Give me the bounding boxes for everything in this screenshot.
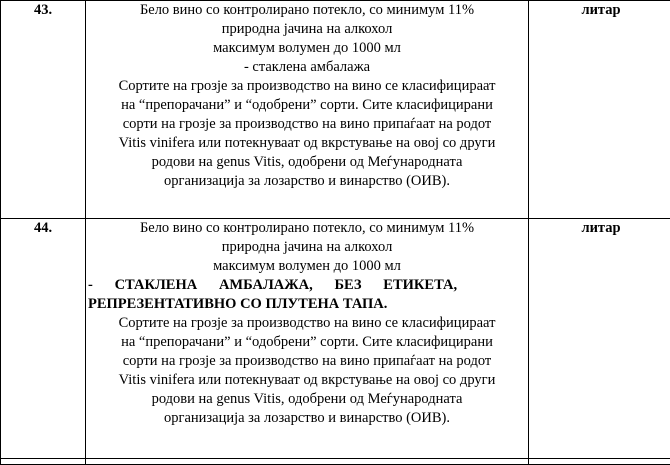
description-line: Бело вино со контролирано потекло, со минимум 11%: [86, 219, 528, 238]
description-line: родови на genus Vitis, одобрени од Меѓународната: [86, 390, 528, 409]
packaging-note: [86, 276, 528, 314]
description-line: максимум волумен до 1000 мл: [86, 257, 528, 276]
item-description: [86, 219, 529, 459]
item-unit: литар: [529, 219, 670, 459]
table-row: [1, 1, 670, 219]
cropped-cell: [1, 459, 86, 465]
description-line: на “препорачани” и “одобрени” сорти. Сите класифицирани: [86, 96, 528, 115]
description-line: природна јачина на алкохол: [86, 20, 528, 39]
item-description: [86, 1, 529, 219]
description-line: Сортите на грозје за производство на вино се класифицираат: [86, 314, 528, 333]
table-row: [1, 219, 670, 459]
description-line: на “препорачани” и “одобрени” сорти. Сите класифицирани: [86, 333, 528, 352]
description-line: организација за лозарство и винарство (ОИВ).: [86, 172, 528, 191]
item-unit: литар: [529, 1, 670, 219]
cropped-cell: [529, 459, 670, 465]
description-line: сорти на грозје за производство на вино припаѓаат на родот: [86, 115, 528, 134]
description-line: родови на genus Vitis, одобрени од Меѓународната: [86, 153, 528, 172]
table-row-cropped: [1, 459, 670, 465]
item-number: 44.: [1, 219, 86, 459]
description-line: Сортите на грозје за производство на вино се класифицираат: [86, 77, 528, 96]
packaging-line: - СТАКЛЕНА АМБАЛАЖА, БЕЗ ЕТИКЕТА,: [88, 276, 526, 295]
cropped-cell: [86, 459, 529, 465]
description-line: Vitis vinifera или потекнуваат од вкрстување на овој со други: [86, 371, 528, 390]
packaging-line: РЕПРЕЗЕНТАТИВНО СО ПЛУТЕНА ТАПА.: [88, 295, 526, 314]
description-line: Бело вино со контролирано потекло, со минимум 11%: [86, 1, 528, 20]
item-number: 43.: [1, 1, 86, 219]
description-line: максимум волумен до 1000 мл: [86, 39, 528, 58]
description-line: - стаклена амбалажа: [86, 58, 528, 77]
description-line: Vitis vinifera или потекнуваат од вкрстување на овој со други: [86, 134, 528, 153]
description-line: организација за лозарство и винарство (ОИВ).: [86, 409, 528, 428]
description-line: природна јачина на алкохол: [86, 238, 528, 257]
description-line: сорти на грозје за производство на вино припаѓаат на родот: [86, 352, 528, 371]
